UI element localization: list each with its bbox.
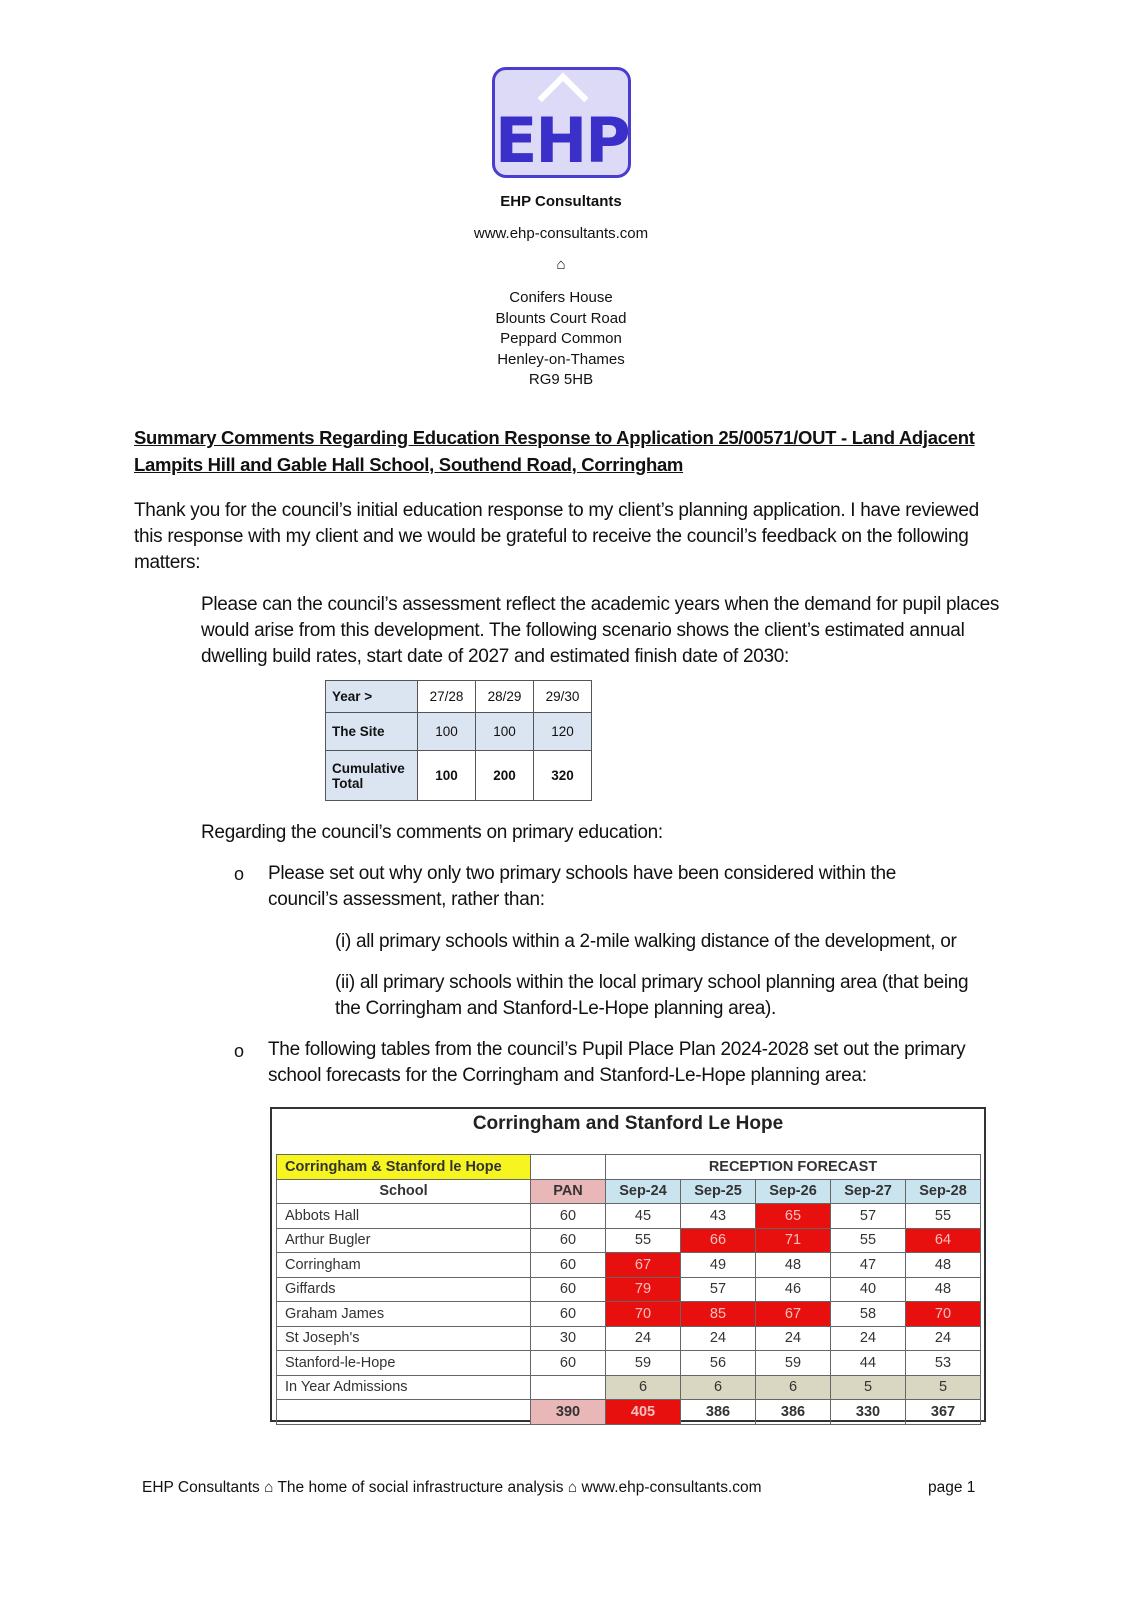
pan-value: 60 [531,1204,606,1229]
page-number: page 1 [928,1479,976,1496]
forecast-value: 79 [606,1277,681,1302]
pan-value: 60 [531,1351,606,1376]
total-value: 330 [831,1400,906,1425]
table-row [277,1400,981,1425]
school-name: Stanford-le-Hope [277,1351,531,1376]
column-header: Sep-27 [831,1179,906,1204]
table-cell [277,1400,531,1425]
total-pan: 390 [531,1400,606,1425]
ehp-logo: EHP [492,67,631,178]
forecast-value: 24 [756,1326,831,1351]
forecast-value: 56 [681,1351,756,1376]
table-row [277,1351,981,1376]
forecast-value: 24 [606,1326,681,1351]
group-header: RECEPTION FORECAST [606,1155,981,1180]
school-name: Abbots Hall [277,1204,531,1229]
forecast-value: 67 [756,1302,831,1327]
address: Conifers House Blounts Court Road Peppard Common Henley-on-Thames RG9 5HB [495,289,627,388]
column-header: Sep-28 [906,1179,981,1204]
forecast-value: 57 [831,1204,906,1229]
pan-value: 30 [531,1326,606,1351]
column-header: Sep-26 [756,1179,831,1204]
total-value: 386 [681,1400,756,1425]
forecast-value: 48 [906,1277,981,1302]
forecast-value: 46 [756,1277,831,1302]
forecast-value: 24 [906,1326,981,1351]
table-row [277,1326,981,1351]
forecast-value: 58 [831,1302,906,1327]
forecast-value: 70 [606,1302,681,1327]
primary-paragraph: Regarding the council’s comments on primary education: [201,822,663,843]
table-row [277,1253,981,1278]
sub-item-planning-area: (ii) all primary schools within the local primary school planning area (that being the Corringham and Stanford-Le-Hope planning area). [335,972,969,1019]
bullet-schools: Please set out why only two primary schools have been considered within the council’s assessment, rather than: [268,863,897,910]
forecast-value: 59 [606,1351,681,1376]
forecast-value: 43 [681,1204,756,1229]
house-icon: ⌂ [567,1479,578,1496]
forecast-value: 55 [606,1228,681,1253]
forecast-value: 48 [756,1253,831,1278]
area-label: Corringham & Stanford le Hope [277,1155,531,1180]
table-row [277,1228,981,1253]
forecast-value: 57 [681,1277,756,1302]
in-year-value: 6 [681,1375,756,1400]
in-year-value: 6 [756,1375,831,1400]
forecast-value: 66 [681,1228,756,1253]
forecast-value: 67 [606,1253,681,1278]
forecast-value: 48 [906,1253,981,1278]
table-row [277,1375,981,1400]
column-header: Sep-25 [681,1179,756,1204]
forecast-table [276,1154,981,1425]
forecast-value: 47 [831,1253,906,1278]
forecast-value: 71 [756,1228,831,1253]
sub-item-walking: (i) all primary schools within a 2-mile walking distance of the development, or [335,931,957,952]
school-name: Corringham [277,1253,531,1278]
table-row [277,1204,981,1229]
document-heading: Summary Comments Regarding Education Response to Application 25/00571/OUT - Land Adjacent Lampits Hill and Gable Hall School, Southend Road, Corringham [134,427,975,475]
bullet-forecasts: The following tables from the council’s Pupil Place Plan 2024-2028 set out the primary school forecasts for the Corringham and Stanford-Le-Hope planning area: [268,1039,966,1086]
forecast-value: 24 [831,1326,906,1351]
school-name: Graham James [277,1302,531,1327]
table-cell [531,1375,606,1400]
in-year-value: 5 [831,1375,906,1400]
total-value: 386 [756,1400,831,1425]
column-header: School [277,1179,531,1204]
intro-paragraph: Thank you for the council’s initial education response to my client’s planning application. I have reviewed this response with my client and we would be grateful to receive the council’s feedback on the following matters: [134,500,979,573]
forecast-value: 45 [606,1204,681,1229]
table-row [277,1302,981,1327]
forecast-value: 55 [906,1204,981,1229]
total-value: 367 [906,1400,981,1425]
forecast-value: 53 [906,1351,981,1376]
in-year-label: In Year Admissions [277,1375,531,1400]
forecast-value: 40 [831,1277,906,1302]
school-name: St Joseph's [277,1326,531,1351]
bullet-icon: o [234,864,245,884]
forecast-value: 70 [906,1302,981,1327]
bullet-icon: o [234,1041,245,1061]
pan-value: 60 [531,1253,606,1278]
school-name: Giffards [277,1277,531,1302]
pan-value: 60 [531,1277,606,1302]
table-row [277,1179,981,1204]
table-row [277,1155,981,1180]
forecast-table-image: Corringham and Stanford Le Hope Corringham & Stanford le Hope RECEPTION FORECAST School PAN Sep-24 Sep-25 Sep-26 Sep-27 Sep-28 Abbots Hall 60 45 43 65 57 55 Arthur Bugler 60 55 66 71 55 64 Corringham 60 67 49 48 47 48 Giffards 60 79 57 46 40 48 Graham James 60 70 85 67 58 70 St Joseph's 30 24 24 24 24 24 Stanford-le-Hope 60 59 56 59 44 53 In Year Admissions 6 6 6 5 5 390 405 386 386 330 367 [270,1107,986,1422]
forecast-value: 65 [756,1204,831,1229]
forecast-value: 44 [831,1351,906,1376]
build-rate-paragraph: Please can the council’s assessment reflect the academic years when the demand for pupil places would arise from this development. The following scenario shows the client’s estimated annual dwelling build rates, start date of 2027 and estimated finish date of 2030: [201,594,1000,667]
footer: EHP Consultants ⌂ The home of social infrastructure analysis ⌂ www.ehp-consultants.com [142,1479,762,1496]
company-website: www.ehp-consultants.com [473,225,649,242]
forecast-value: 24 [681,1326,756,1351]
school-name: Arthur Bugler [277,1228,531,1253]
in-year-value: 5 [906,1375,981,1400]
forecast-value: 49 [681,1253,756,1278]
forecast-value: 59 [756,1351,831,1376]
company-name: EHP Consultants [500,193,622,210]
column-header: PAN [531,1179,606,1204]
build-rate-table: Year > 27/28 28/29 29/30 The Site 100 100 120 Cumulative Total 100 200 320 [325,680,592,801]
table-row [277,1277,981,1302]
total-value: 405 [606,1400,681,1425]
forecast-value: 64 [906,1228,981,1253]
in-year-value: 6 [606,1375,681,1400]
pan-value: 60 [531,1302,606,1327]
pan-value: 60 [531,1228,606,1253]
column-header: Sep-24 [606,1179,681,1204]
house-icon: ⌂ [264,1479,274,1496]
house-icon: ⌂ [556,256,566,273]
forecast-value: 85 [681,1302,756,1327]
forecast-value: 55 [831,1228,906,1253]
table-cell [531,1155,606,1180]
